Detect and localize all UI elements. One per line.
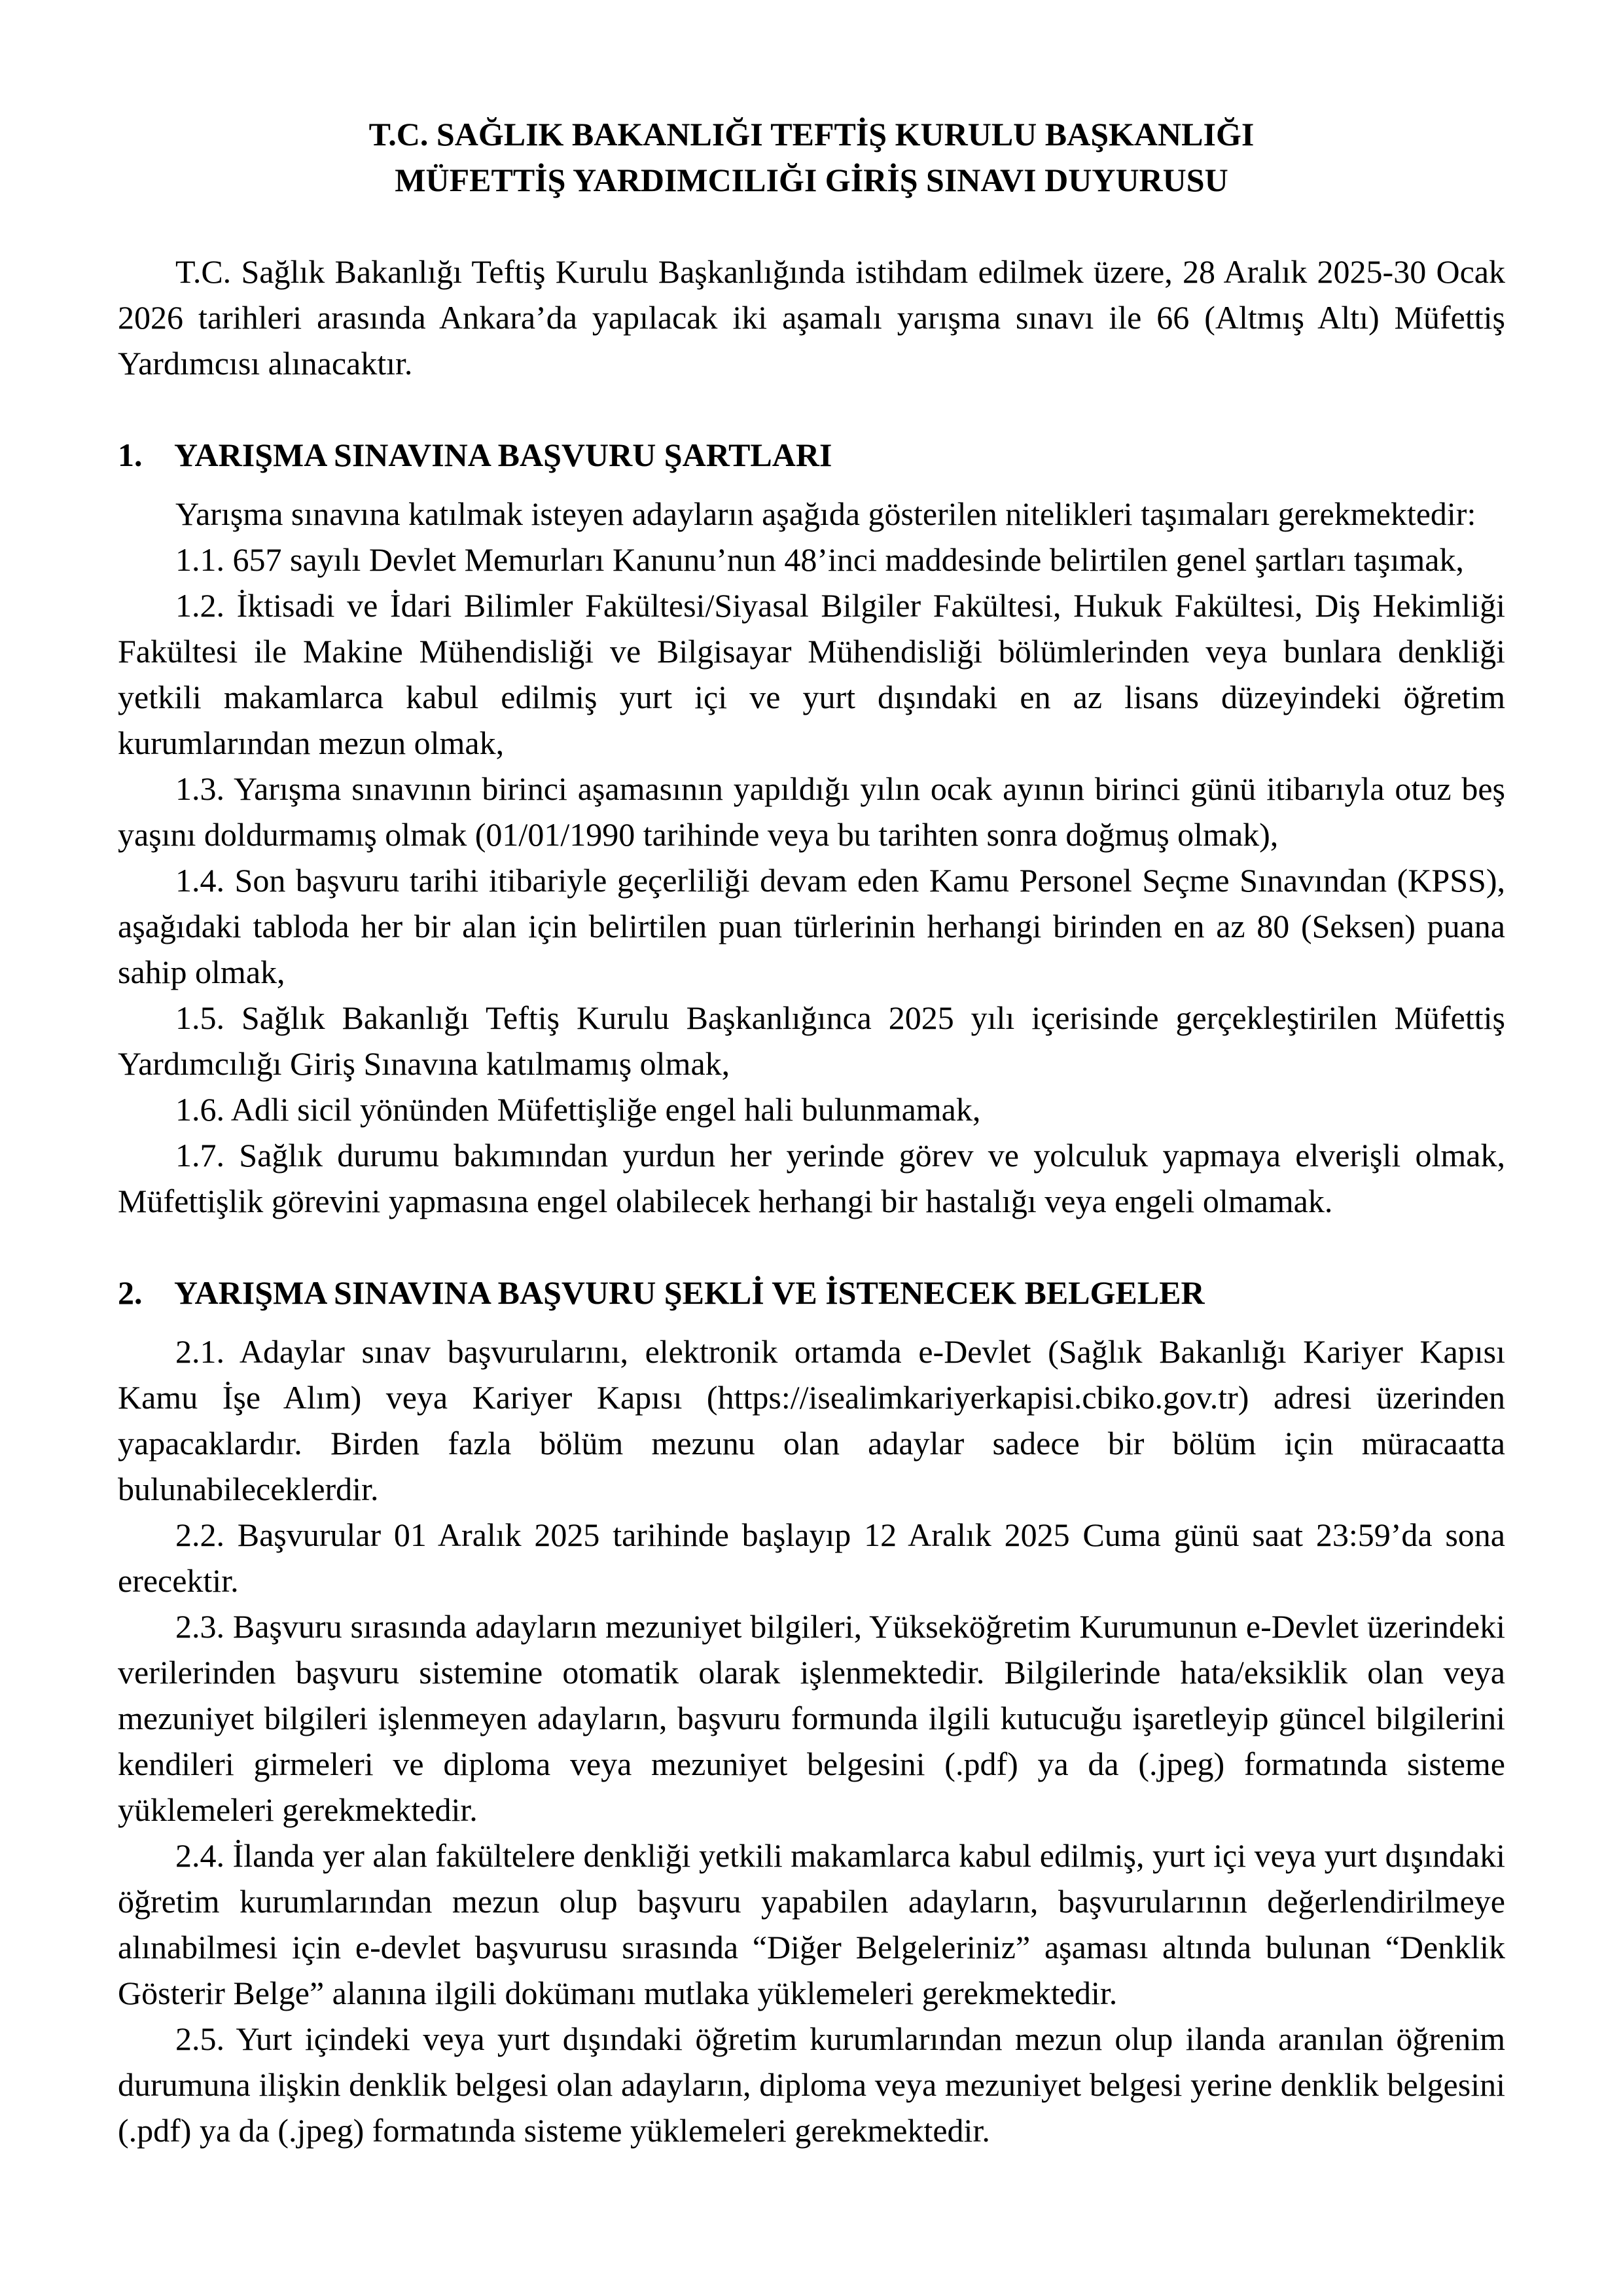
item-1-3-paragraph: 1.3. Yarışma sınavının birinci aşamasının yapıldığı yılın ocak ayının birinci günü itibarıyla otuz beş yaşını doldurmamış olmak (01/01/1990 tarihinde veya bu tarihten sonra doğmuş olmak), [118,770,1505,853]
item-1-1-paragraph: 1.1. 657 sayılı Devlet Memurları Kanunu’nun 48’inci maddesinde belirtilen genel şartları taşımak, [175,541,1464,578]
item-1-7-paragraph: 1.7. Sağlık durumu bakımından yurdun her yerinde görev ve yolculuk yapmaya elverişli olmak, Müfettişlik görevini yapmasına engel olabilecek herhangi bir hastalığı veya engeli olmamak. [118,1137,1505,1219]
section-2-heading [118,1270,1505,1316]
section-2-number: 2. [118,1274,143,1311]
item-1-2-paragraph: 1.2. İktisadi ve İdari Bilimler Fakültesi/Siyasal Bilgiler Fakültesi, Hukuk Fakültesi, Diş Hekimliği Fakültesi ile Makine Mühendisliği ve Bilgisayar Mühendisliği bölümlerinden veya bunlara denkliği yetkili makamlarca kabul edilmiş yurt içi ve yurt dışındaki en az lisans düzeyindeki öğretim kurumlarından mezun olmak, [118,587,1505,761]
section-1-intro-paragraph: Yarışma sınavına katılmak isteyen adayların aşağıda gösterilen nitelikleri taşımaları gerekmektedir: [175,495,1476,532]
intro-paragraph: T.C. Sağlık Bakanlığı Teftiş Kurulu Başkanlığında istihdam edilmek üzere, 28 Aralık 2025-30 Ocak 2026 tarihleri arasında Ankara’da yapılacak iki aşamalı yarışma sınavı ile 66 (Altmış Altı) Müfettiş Yardımcısı alınacaktır. [118,253,1505,382]
item-1-4-paragraph: 1.4. Son başvuru tarihi itibariyle geçerliliği devam eden Kamu Personel Seçme Sınavından (KPSS), aşağıdaki tabloda her bir alan için belirtilen puan türlerinin herhangi birinden en az 80 (Seksen) puana sahip olmak, [118,862,1505,990]
document-title-line-2: MÜFETTİŞ YARDIMCILIĞI GİRİŞ SINAVI DUYURUSU [395,162,1228,198]
item-2-5-paragraph: 2.5. Yurt içindeki veya yurt dışındaki öğretim kurumlarından mezun olup ilanda aranılan öğrenim durumuna ilişkin denklik belgesi olan adayların, diploma veya mezuniyet belgesi yerine denklik belgesini (.pdf) ya da (.jpeg) formatında sisteme yüklemeleri gerekmektedir. [118,2020,1505,2149]
section-2-title: YARIŞMA SINAVINA BAŞVURU ŞEKLİ VE İSTENECEK BELGELER [174,1274,1205,1311]
item-1-6-paragraph: 1.6. Adli sicil yönünden Müfettişliğe engel hali bulunmamak, [175,1091,981,1128]
document-header [118,111,1505,203]
item-2-3-paragraph: 2.3. Başvuru sırasında adayların mezuniyet bilgileri, Yükseköğretim Kurumunun e-Devlet üzerindeki verilerinden başvuru sistemine otomatik olarak işlenmektedir. Bilgilerinde hata/eksiklik olan veya mezuniyet bilgileri işlenmeyen adayların, başvuru formunda ilgili kutucuğu işaretleyip güncel bilgilerini kendileri girmeleri ve diploma veya mezuniyet belgesini (.pdf) ya da (.jpeg) formatında sisteme yüklemeleri gerekmektedir. [118,1608,1505,1828]
section-1-title: YARIŞMA SINAVINA BAŞVURU ŞARTLARI [174,437,832,473]
item-2-2-paragraph: 2.2. Başvurular 01 Aralık 2025 tarihinde başlayıp 12 Aralık 2025 Cuma günü saat 23:59’da sona erecektir. [118,1516,1505,1599]
section-1-heading [118,432,1505,478]
section-1-number: 1. [118,437,143,473]
item-2-4-paragraph: 2.4. İlanda yer alan fakültelere denkliği yetkili makamlarca kabul edilmiş, yurt içi veya yurt dışındaki öğretim kurumlarından mezun olup başvuru yapabilen adayların, başvurularının değerlendirilmeye alınabilmesi için e-devlet başvurusu sırasında “Diğer Belgeleriniz” aşaması altında bulunan “Denklik Gösterir Belge” alanına ilgili dokümanı mutlaka yüklemeleri gerekmektedir. [118,1837,1505,2011]
item-1-5-paragraph: 1.5. Sağlık Bakanlığı Teftiş Kurulu Başkanlığınca 2025 yılı içerisinde gerçekleştirilen Müfettiş Yardımcılığı Giriş Sınavına katılmamış olmak, [118,999,1505,1082]
item-2-1-paragraph: 2.1. Adaylar sınav başvurularını, elektronik ortamda e-Devlet (Sağlık Bakanlığı Kariyer Kapısı Kamu İşe Alım) veya Kariyer Kapısı (https://isealimkariyerkapisi.cbiko.gov.tr) adresi üzerinden yapacaklardır. Birden fazla bölüm mezunu olan adaylar sadece bir bölüm için müracaatta bulunabileceklerdir. [118,1333,1505,1507]
document-title-line-1: T.C. SAĞLIK BAKANLIĞI TEFTİŞ KURULU BAŞKANLIĞI [368,116,1255,152]
